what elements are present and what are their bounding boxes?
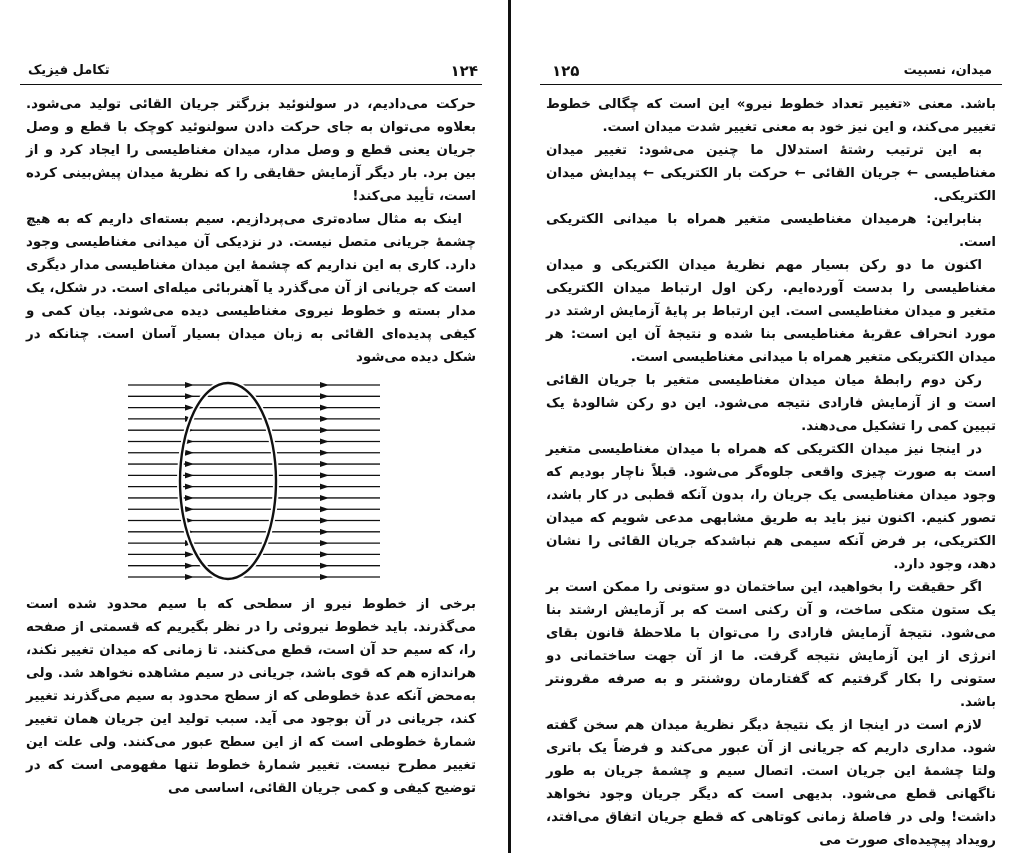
field-arrow [185, 382, 194, 388]
field-arrow [320, 416, 329, 422]
field-arrow [320, 450, 329, 456]
page-gutter-divider [508, 0, 511, 853]
field-arrow [185, 484, 194, 490]
running-title: میدان، نسبیت [903, 63, 992, 78]
right-page-body [540, 85, 1002, 852]
field-arrow [320, 472, 329, 478]
field-lines-through-loop-icon [20, 377, 482, 587]
field-arrow [185, 563, 194, 569]
right-page [540, 58, 1002, 853]
left-page-body-top [20, 85, 482, 369]
field-arrow [185, 461, 194, 467]
field-arrow [320, 427, 329, 433]
paragraph: اگر حقیقت را بخواهید، این ساختمان دو ستونی را ممکن است بر یک ستون متکی ساخت، و آن رکنی است که بر آزمایش ارشتد بنا می‌شود. نتیجهٔ آزمایش فارادی را می‌توان با ملاحظهٔ قانون بقای انرژی از این آزمایش نتیجه گرفت. ما از آن جهت ساختمانی دو ستونی را بکار گرفتیم که گفتارمان روشنتر و به صرفه مقرونتر باشد. [546, 580, 996, 710]
paragraph: به این ترتیب رشتهٔ استدلال ما چنین می‌شود: تغییر میدان مغناطیسی ← جریان القائی ← حرکت بار الکتریکی ← پیدایش میدان الکتریکی. [546, 143, 996, 204]
paragraph: در اینجا نیز میدان الکتریکی که همراه با میدان مغناطیسی متغیر است به صورت چیزی واقعی جلوه‌گر می‌شود. قبلاً ناچار بودیم که وجود میدان مغناطیسی یک جریان را، بدون آنکه قطبی در کار باشد، تصور کنیم. اکنون نیز باید به طریق مشابهی مدعی شویم که میدان الکتریکی، بر فرض آنکه سیمی هم نباشدکه جریان القائی را نشان دهد، وجود دارد. [546, 442, 996, 572]
field-arrow [185, 393, 194, 399]
field-arrow [185, 450, 194, 456]
paragraph: اینک به مثال ساده‌تری می‌پردازیم. سیم بسته‌ای داریم که به هیچ چشمهٔ جریانی متصل نیست. در نزدیکی آن میدانی مغناطیسی وجود دارد. کاری به این نداریم که چشمهٔ این میدان مغناطیسی مدار دیگری است که جریانی از آن می‌گذرد یا آهنربائی میله‌ای است. در شکل، یک مدار بسته و خطوط نیروی مغناطیسی دیده می‌شوند. بیان کمی و کیفی پدیده‌ای القائی به زبان میدان بسیار آسان است. چنانکه در شکل دیده می‌شود [26, 212, 476, 365]
field-arrow [320, 461, 329, 467]
paragraph: باشد. معنی «تغییر تعداد خطوط نیرو» این است که چگالی خطوط تغییر می‌کند، و این نیز خود به معنی تغییر شدت میدان است. [546, 97, 996, 135]
field-arrow [320, 540, 329, 546]
page-number: ۱۲۵ [552, 62, 580, 80]
field-arrow [320, 518, 329, 524]
magnetic-field-figure [20, 377, 482, 587]
left-page [20, 58, 482, 853]
field-arrow [185, 506, 194, 512]
paragraph: رکن دوم رابطهٔ میان میدان مغناطیسی متغیر با جریان القائی است و از آزمایش فارادی نتیجه می‌شود. این دو رکن شالودهٔ یک تبیین کمی را تشکیل می‌دهند. [546, 373, 996, 434]
left-page-header [20, 58, 482, 85]
field-arrow [320, 563, 329, 569]
field-arrow [320, 393, 329, 399]
right-page-header [540, 58, 1002, 85]
paragraph: لازم است در اینجا از یک نتیجهٔ دیگر نظریهٔ میدان هم سخن گفته شود. مداری داریم که جریانی از آن عبور می‌کند و فرضاً یک باتری ولتا چشمهٔ این جریان است. اتصال سیم و چشمهٔ جریان به طور ناگهانی قطع می‌شود. بدیهی است که دیگر جریان وجود نخواهد داشت! ولی در فاصلهٔ زمانی کوتاهی که قطع جریان اتفاق می‌افتد، رویداد پیچیده‌ای صورت می [546, 718, 996, 848]
field-arrow [320, 506, 329, 512]
field-arrow [320, 382, 329, 388]
field-arrow [185, 574, 194, 580]
paragraph: بنابراین: هرمیدان مغناطیسی متغیر همراه با میدانی الکتریکی است. [546, 212, 996, 250]
field-arrow [185, 495, 194, 501]
field-arrow [320, 529, 329, 535]
field-arrow [320, 405, 329, 411]
running-title: تکامل فیزیک [28, 63, 110, 78]
field-arrow [320, 574, 329, 580]
left-page-body-bottom [20, 593, 482, 800]
page-number: ۱۲۴ [450, 62, 478, 80]
field-arrow [320, 551, 329, 557]
field-arrow [320, 438, 329, 444]
paragraph: برخی از خطوط نیرو از سطحی که با سیم محدود شده است می‌گذرند. باید خطوط نیروئی را در نظر بگیریم که قسمتی از صفحه را، که سیم حد آن است، قطع می‌کنند. تا زمانی که میدان تغییر نکند، هراندازه هم که قوی باشد، جریانی در سیم مشاهده نخواهد شد. ولی به‌محض آنکه عدهٔ خطوطی که از سطح محدود به سیم می‌گذرند تغییر کند، جریانی در آن بوجود می آید. سبب تولید این جریان همان تغییر شمارهٔ خطوطی است که از این سطح عبور می‌کنند. ولی علت این تغییر مطرح نیست. تغییر شمارهٔ خطوط تنها مفهومی است که در توضیح کیفی و کمی جریان القائی، اساسی می [26, 597, 476, 796]
wire-loop [180, 383, 276, 579]
paragraph: حرکت می‌دادیم، در سولنوئید بزرگتر جریان القائی تولید می‌شود. بعلاوه می‌توان به جای حرکت دادن سولنوئید کوچک با قطع و وصل جریان یعنی قطع و وصل مدار، میدان مغناطیسی را ایجاد کرد و از بین برد. بار دیگر آزمایش حقایقی را که نظریهٔ میدان پیش‌بینی کرده است، تأیید می‌کند! [26, 97, 476, 204]
field-arrow [320, 484, 329, 490]
paragraph: اکنون ما دو رکن بسیار مهم نظریهٔ میدان الکتریکی و میدان مغناطیسی را بدست آورده‌ایم. رکن اول ارتباط میدان الکتریکی متغیر و میدان مغناطیسی است. این ارتباط بر پایهٔ آزمایش ارشتد در مورد انحراف عقربهٔ مغناطیسی بنا شده و نتیجهٔ آن این است: هر میدان الکتریکی متغیر همراه با میدانی مغناطیسی است. [546, 258, 996, 365]
field-arrow [185, 472, 194, 478]
field-arrow [320, 495, 329, 501]
